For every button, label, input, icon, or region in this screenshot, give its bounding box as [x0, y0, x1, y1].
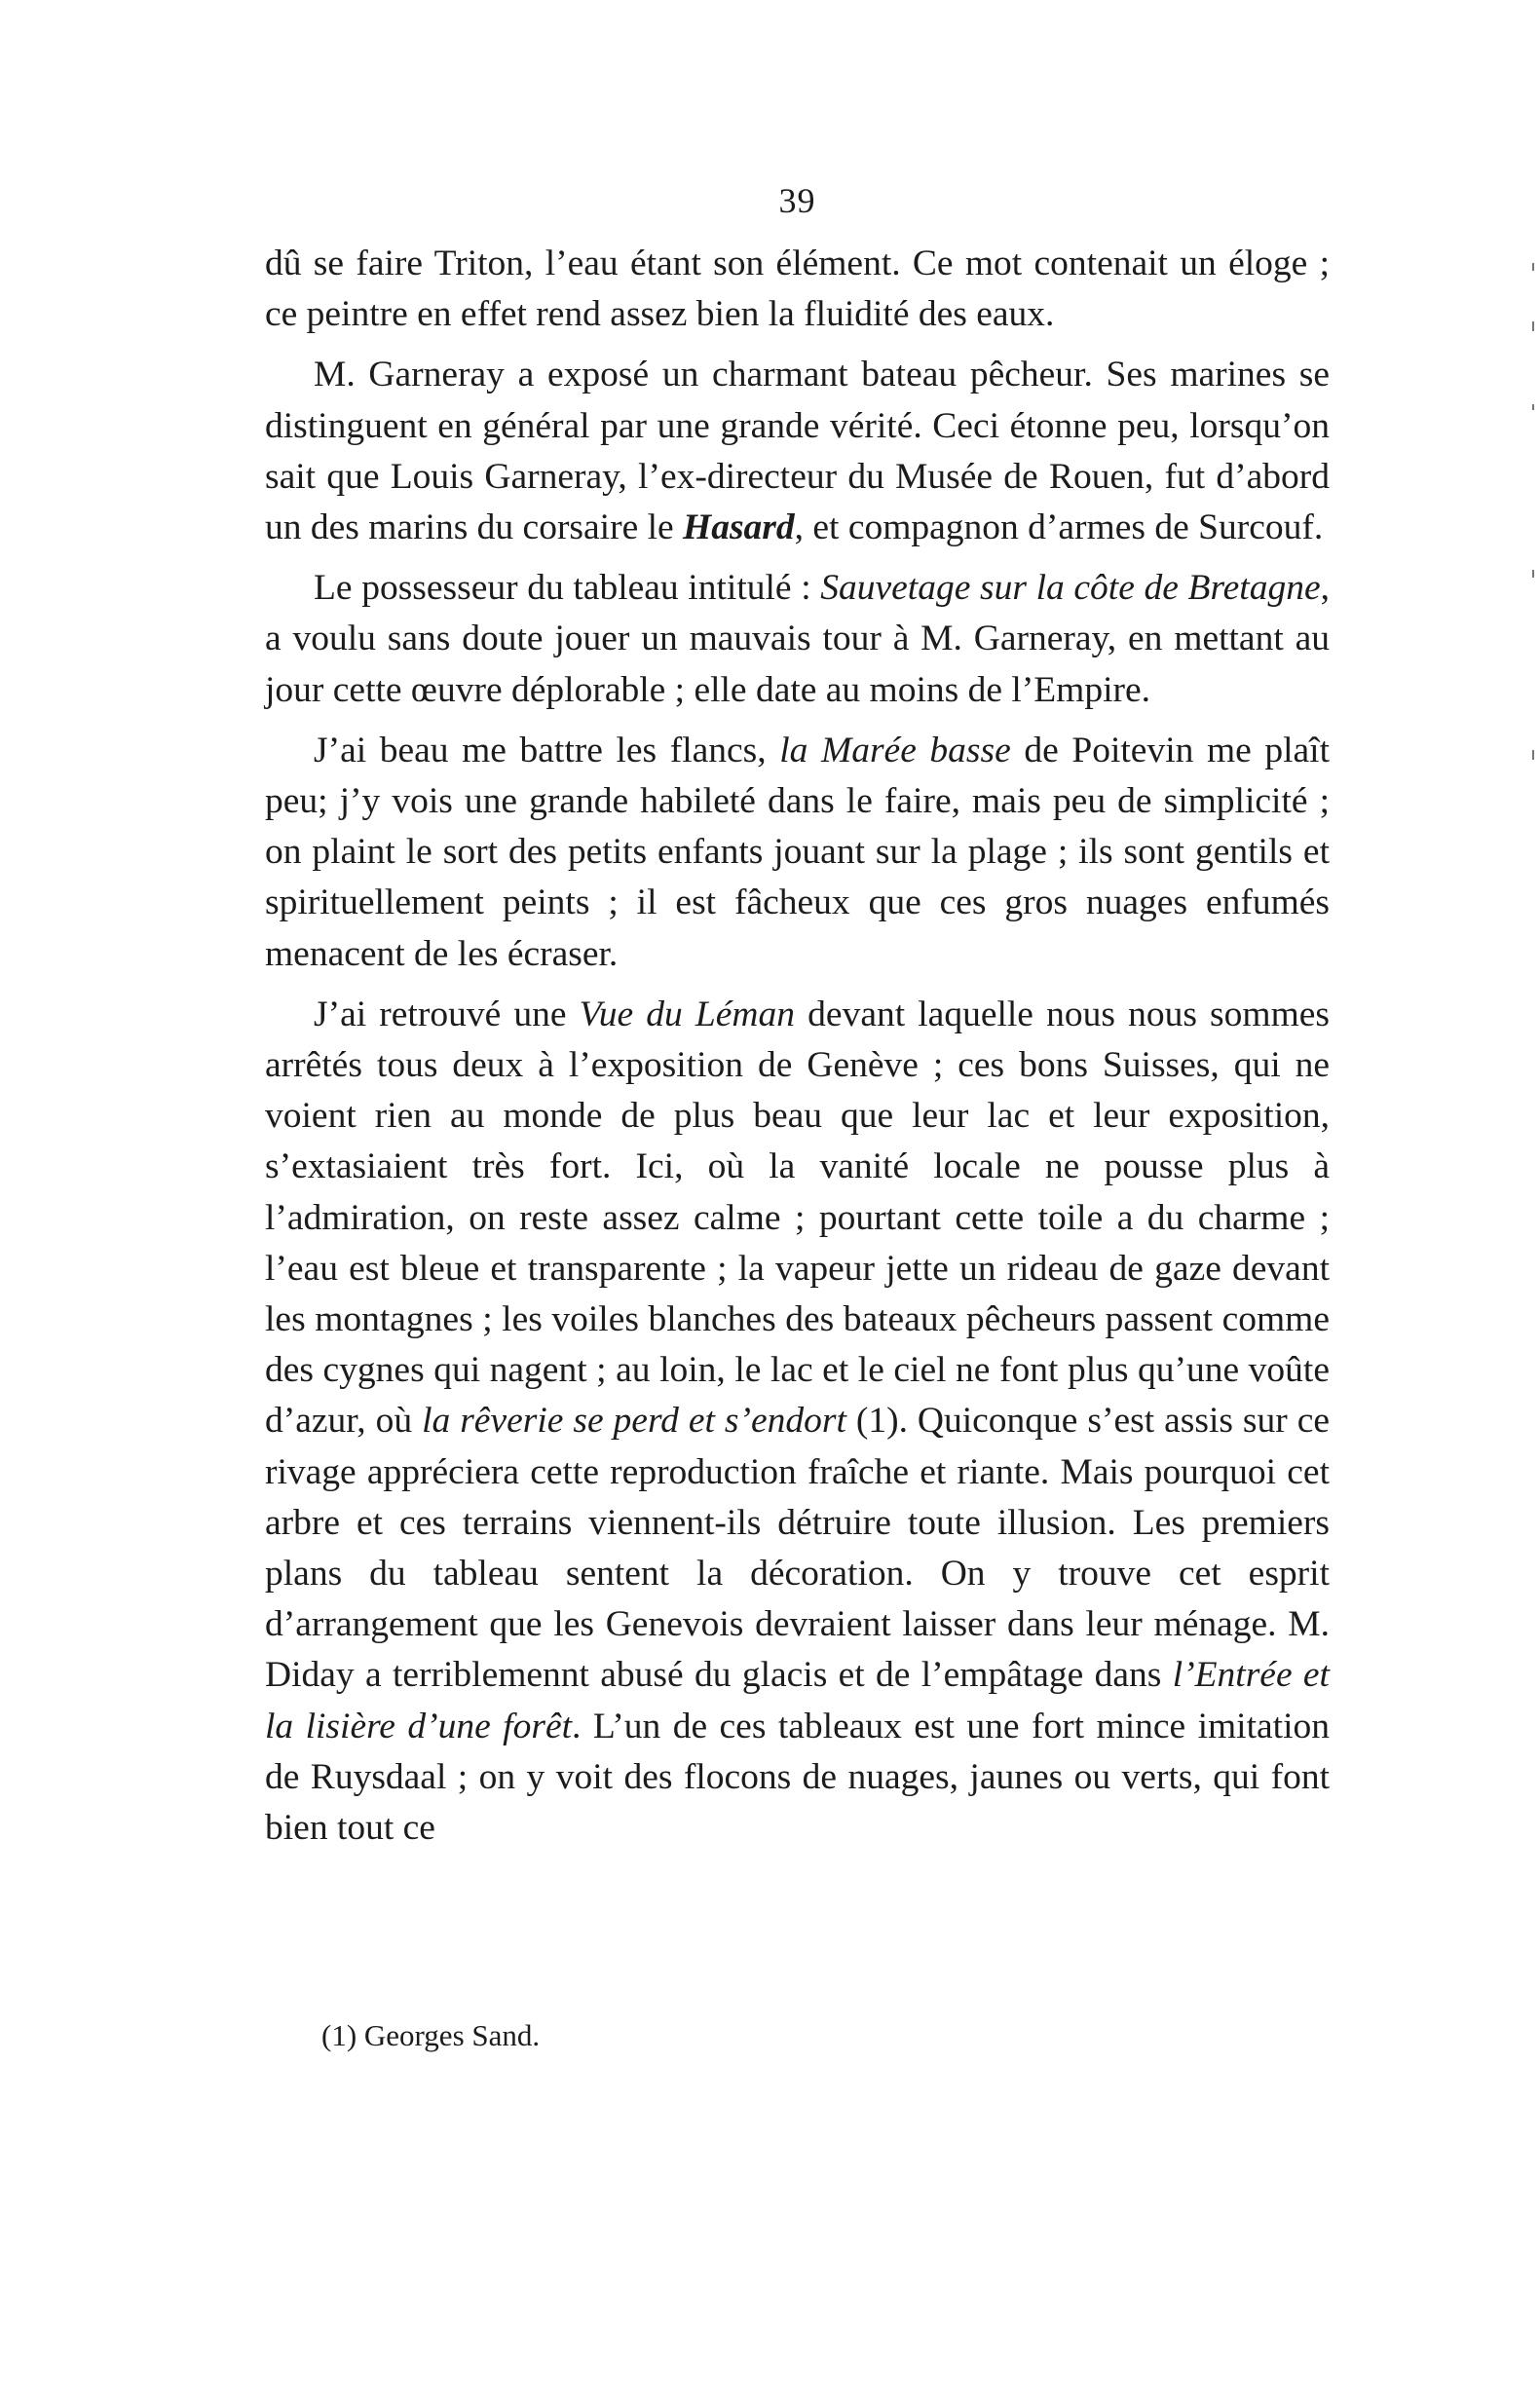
paragraph — [265, 563, 1330, 716]
paragraph-text: devant laquelle nous nous sommes arrêtés tous deux à l’exposition de Genève ; ces bons Suisses, qui ne voient rien au monde de plus beau que leur lac et leur exposition, s’extasiaient très fort. Ici, où la vanité locale ne pousse plus à l’admiration, on reste assez calme ; pourtant cette toile a du charme ; l’eau est bleue et transparente ; la vapeur jette un rideau de gaze devant les montagnes ; les voiles blanches des bateaux pêcheurs passent comme des cygnes qui nagent ; au loin, le lac et le ciel ne font plus qu’une voûte d’azur, où — [265, 994, 1330, 1442]
paragraph — [265, 990, 1330, 1854]
paragraph-text: J’ai beau me battre les flancs, — [314, 730, 780, 770]
paragraph-text: J’ai retrouvé une — [314, 994, 580, 1034]
body-text — [265, 239, 1330, 1854]
emphasized-title: Vue du Léman — [579, 994, 796, 1034]
emphasized-title: Hasard — [683, 507, 795, 548]
paragraph — [265, 350, 1330, 553]
paragraph-text: . L’un de ces tableaux est une fort mince imitation de Ruysdaal ; on y voit des flocons de nuages, jaunes ou verts, qui font bien tout ce — [265, 1706, 1330, 1849]
page-edge-mark — [1532, 404, 1534, 410]
paragraph-text: dû se faire Triton, l’eau étant son élément. Ce mot contenait un éloge ; ce peintre en effet rend assez bien la fluidité des eaux. — [265, 244, 1330, 335]
paragraph-text: , a voulu sans doute jouer un mauvais tour à M. Garneray, en mettant au jour cette œuvre déplorable ; elle date au moins de l’Empire. — [265, 568, 1330, 710]
paragraph-text: , et compagnon d’armes de Surcouf. — [794, 507, 1324, 548]
paragraph-text: (1). Quiconque s’est assis sur ce rivage appréciera cette reproduction fraîche et riante. Mais pourquoi cet arbre et ces terrains viennent-ils détruire toute illusion. Les premiers plans du tableau sentent la décoration. On y trouve cet esprit d’arrangement que les Genevois devraient laisser dans leur ménage. M. Diday a terriblemennt abusé du glacis et de l’empâtage dans — [265, 1401, 1331, 1696]
emphasized-title: la rêverie se perd et s’endort — [422, 1401, 846, 1442]
paragraph-text: Le possesseur du tableau intitulé : — [314, 568, 821, 609]
footnote: (1) Georges Sand. — [321, 2018, 541, 2052]
paragraph-text: M. Garneray a exposé un charmant bateau pêcheur. Ses marines se distinguent en général par une grande vérité. Ceci étonne peu, lorsqu’on sait que Louis Garneray, l’ex-directeur du Musée de Rouen, fut d’abord un des marins du corsaire le — [265, 355, 1330, 548]
emphasized-title: l’Entrée et la lisière d’une forêt — [265, 1655, 1330, 1746]
paragraph-text: de Poitevin me plaît peu; j’y vois une grande habileté dans le faire, mais peu de simplicité ; on plaint le sort des petits enfants jouant sur la plage ; ils sont gentils et spirituellement peints ; il est fâcheux que ces gros nuages enfumés menacent de les écraser. — [265, 730, 1330, 974]
page-edge-mark — [1532, 321, 1534, 331]
emphasized-title: la Marée basse — [779, 730, 1011, 770]
paragraph — [265, 726, 1330, 980]
page-number: 39 — [778, 181, 816, 220]
page-edge-mark — [1532, 750, 1534, 760]
page-edge-mark — [1532, 570, 1534, 578]
emphasized-title: Sauvetage sur la côte de Bretagne — [820, 568, 1321, 609]
paragraph — [265, 239, 1330, 340]
page-edge-mark — [1532, 263, 1534, 271]
